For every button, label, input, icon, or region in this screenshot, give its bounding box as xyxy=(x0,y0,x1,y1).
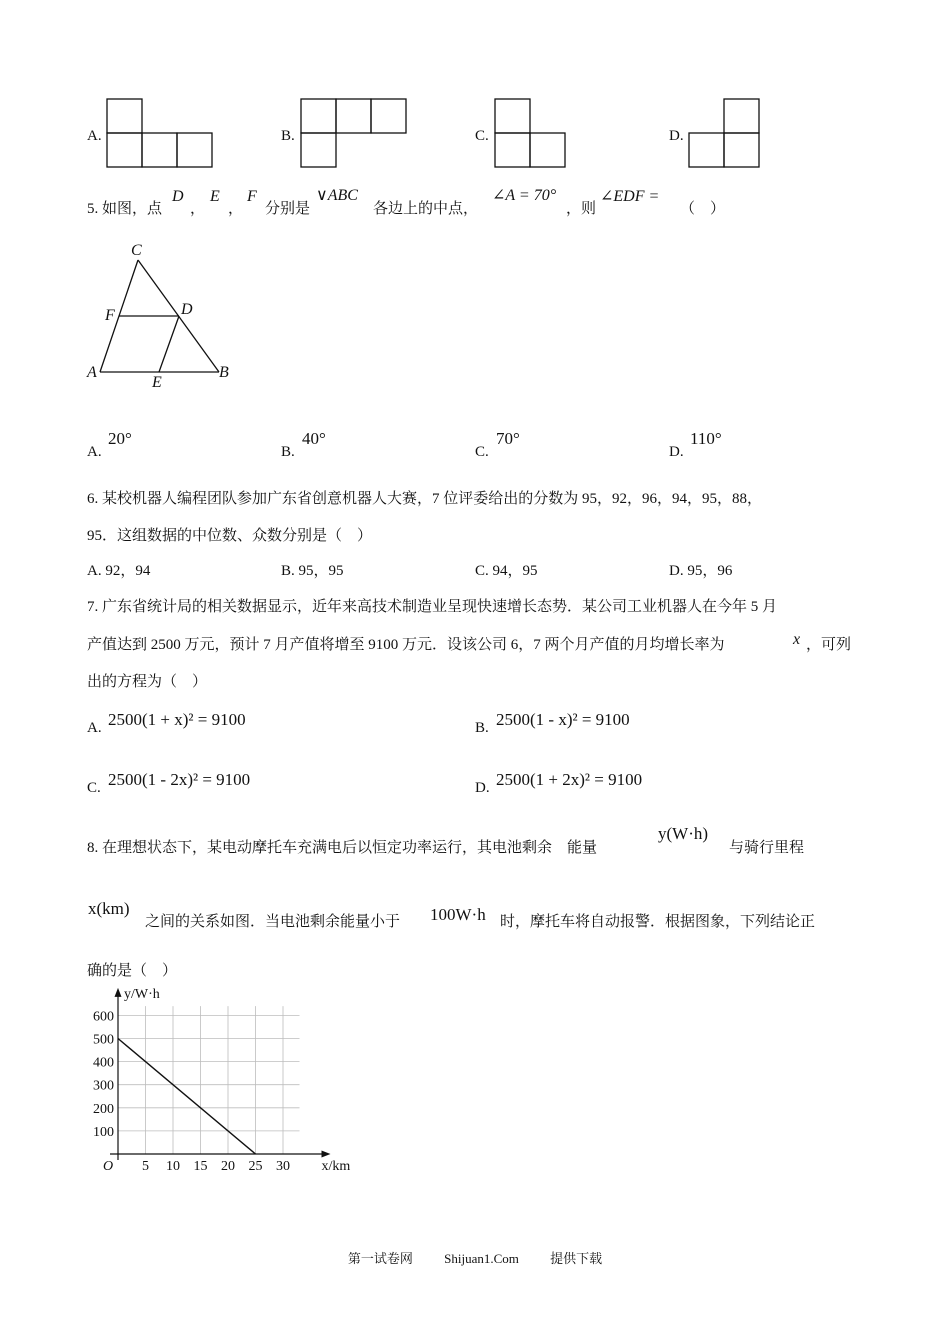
y-axis-label: y/W·h xyxy=(124,986,160,1002)
q8-x-unit: x(km) xyxy=(88,899,130,918)
q7-option-c-letter: C. xyxy=(87,780,101,796)
q4-option-c-label: C. xyxy=(475,128,489,144)
q5-option-c-letter: C. xyxy=(475,444,489,460)
q5-option-a-value: 20° xyxy=(108,429,132,448)
q5-sep1: ， xyxy=(190,201,206,217)
y-tick-label: 500 xyxy=(93,1032,114,1048)
q4-option-d-figure xyxy=(686,97,766,169)
q8-line1b: 与骑行里程 xyxy=(729,840,805,856)
footer-site-cn: 第一试卷网 xyxy=(347,1251,413,1266)
origin-label: O xyxy=(103,1159,114,1174)
q5-paren: （ ） xyxy=(680,201,726,217)
q5-option-c-value: 70° xyxy=(496,429,520,448)
y-axis-arrow xyxy=(115,988,122,997)
q5-option-a-letter: A. xyxy=(87,444,102,460)
energy-distance-chart xyxy=(86,986,351,1180)
fig-label-c: C xyxy=(131,242,142,259)
q5-option-b-letter: B. xyxy=(281,444,295,460)
page-footer xyxy=(0,1248,950,1267)
q8-threshold: 100W·h xyxy=(430,905,486,924)
q7-option-d-letter: D. xyxy=(475,780,490,796)
q8-line2a: 之间的关系如图．当电池剩余能量小于 xyxy=(145,914,401,930)
x-tick-label: 20 xyxy=(221,1159,235,1174)
q4-option-c-figure xyxy=(492,97,572,169)
y-tick-label: 400 xyxy=(93,1055,114,1071)
fig-label-a: A xyxy=(87,364,97,381)
fig-label-e: E xyxy=(152,374,162,391)
segment-de xyxy=(159,316,179,372)
q6-line2: 95．这组数据的中位数、众数分别是（ ） xyxy=(87,528,373,544)
q7-option-c-eq: 2500(1 - 2x)² = 9100 xyxy=(108,770,251,789)
q7-line2a: 产值达到 2500 万元，预计 7 月产值将增至 9100 万元．设该公司 6，7 两个月产值的月均增长率为 xyxy=(87,637,725,653)
q5-triangle: ∨ABC xyxy=(316,187,358,204)
fig-label-b: B xyxy=(219,364,229,381)
q6-option-b: B. 95，95 xyxy=(281,563,344,579)
footer-note: 提供下载 xyxy=(550,1251,603,1266)
x-tick-label: 15 xyxy=(193,1159,208,1174)
q5-point-d: D xyxy=(172,188,184,205)
q5-text-mid2: 各边上的中点， xyxy=(373,201,479,217)
q8-line3: 确的是（ ） xyxy=(87,963,178,979)
y-tick-label: 300 xyxy=(93,1078,114,1094)
y-tick-label: 600 xyxy=(93,1009,114,1025)
q4-option-b-label: B. xyxy=(281,128,295,144)
q6-option-a: A. 92，94 xyxy=(87,563,151,579)
x-tick-label: 10 xyxy=(166,1159,180,1174)
q4-option-a-label: A. xyxy=(87,128,102,144)
q8-y-unit: y(W·h) xyxy=(658,824,709,843)
q5-then: ，则 xyxy=(566,201,597,217)
q7-line1: 7. 广东省统计局的相关数据显示，近年来高技术制造业呈现快速增长态势．某公司工业机器人在今年 5 月 xyxy=(87,599,778,615)
q4-option-b-figure xyxy=(298,97,408,169)
q5-prefix: 5. 如图，点 xyxy=(87,201,163,217)
x-axis-label: x/km xyxy=(321,1159,351,1174)
x-tick-label: 5 xyxy=(142,1159,149,1174)
q7-variable-x: x xyxy=(793,631,801,648)
q6-option-d: D. 95，96 xyxy=(669,563,733,579)
q7-line3: 出的方程为（ ） xyxy=(87,674,208,690)
y-tick-label: 200 xyxy=(93,1101,114,1117)
footer-site-en: Shijuan1.Com xyxy=(444,1251,519,1266)
q7-option-b-letter: B. xyxy=(475,720,489,736)
q5-point-f: F xyxy=(247,188,257,205)
q4-option-d-label: D. xyxy=(669,128,684,144)
q7-option-b-eq: 2500(1 - x)² = 9100 xyxy=(496,710,630,729)
q7-option-a-eq: 2500(1 + x)² = 9100 xyxy=(108,710,246,729)
q5-point-e: E xyxy=(210,188,220,205)
fig-label-f: F xyxy=(105,307,115,324)
q5-option-b-value: 40° xyxy=(302,429,326,448)
q5-sep2: ， xyxy=(228,201,244,217)
x-tick-label: 30 xyxy=(276,1159,290,1174)
q8-line2b: 时，摩托车将自动报警．根据图象，下列结论正 xyxy=(500,914,816,930)
q7-line2b: ，可列 xyxy=(806,637,852,653)
q8-line1a: 8. 在理想状态下，某电动摩托车充满电后以恒定功率运行，其电池剩余 能量 xyxy=(87,840,598,856)
q4-option-a-figure xyxy=(104,97,214,169)
q6-option-c: C. 94，95 xyxy=(475,563,538,579)
q5-angle-a: ∠A = 70° xyxy=(492,187,557,204)
series-line xyxy=(118,1039,256,1155)
q5-option-d-value: 110° xyxy=(690,429,722,448)
x-axis-arrow xyxy=(322,1151,331,1158)
q7-option-d-eq: 2500(1 + 2x)² = 9100 xyxy=(496,770,643,789)
q5-text-mid: 分别是 xyxy=(265,201,311,217)
q6-line1: 6. 某校机器人编程团队参加广东省创意机器人大赛，7 位评委给出的分数为 95，92，96，94，95，88， xyxy=(87,491,763,507)
x-tick-label: 25 xyxy=(248,1159,263,1174)
q5-angle-edf: ∠EDF = xyxy=(600,188,660,205)
y-tick-label: 100 xyxy=(93,1124,114,1140)
q5-option-d-letter: D. xyxy=(669,444,684,460)
fig-label-d: D xyxy=(181,301,193,318)
q7-option-a-letter: A. xyxy=(87,720,102,736)
